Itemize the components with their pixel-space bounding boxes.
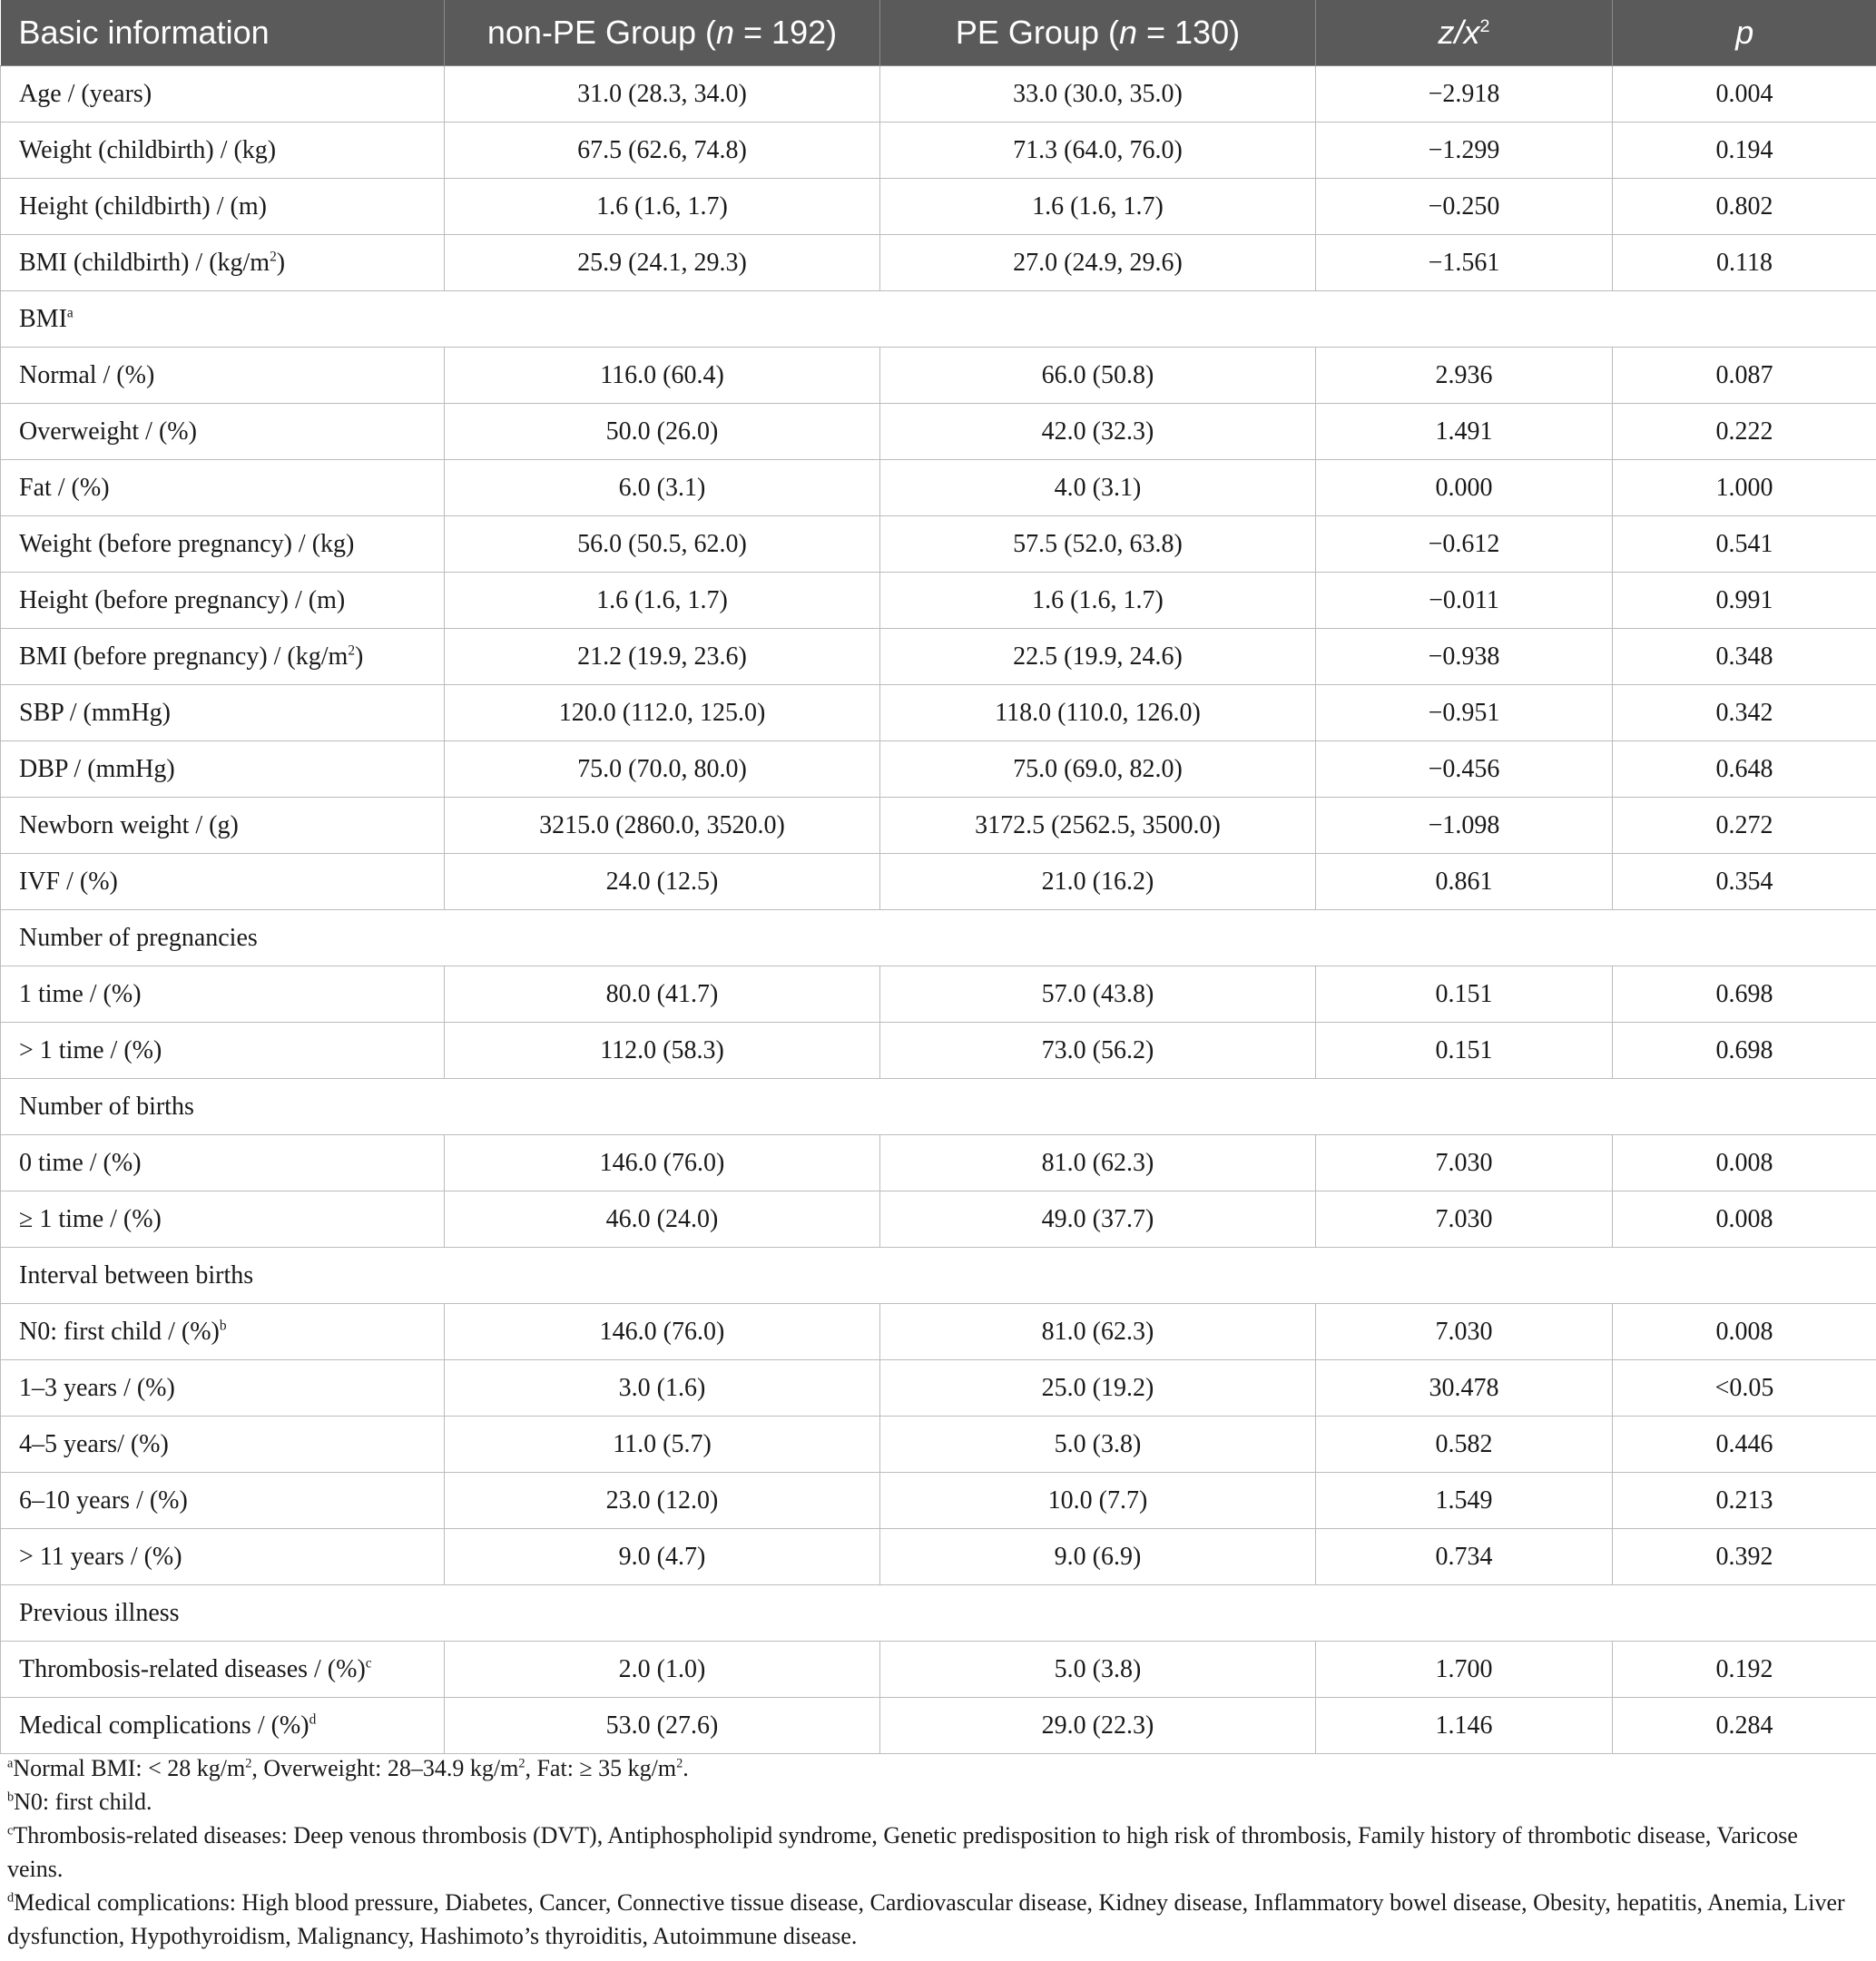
- row-label: Fat / (%): [1, 460, 445, 516]
- pe-value: 1.6 (1.6, 1.7): [880, 179, 1316, 235]
- statistic-value: −0.938: [1316, 629, 1613, 685]
- statistic-value: 0.151: [1316, 966, 1613, 1023]
- statistic-value: −0.011: [1316, 573, 1613, 629]
- non-pe-value: 146.0 (76.0): [445, 1304, 880, 1360]
- pe-value: 42.0 (32.3): [880, 404, 1316, 460]
- pe-value: 33.0 (30.0, 35.0): [880, 66, 1316, 123]
- row-label: [1, 1304, 445, 1360]
- header-non-pe-group: non-PE Group (n = 192): [445, 0, 880, 66]
- label-text: Medical complications / (%): [19, 1711, 309, 1740]
- row-label: IVF / (%): [1, 854, 445, 910]
- footnotes: [7, 1751, 1859, 1953]
- non-pe-value: 50.0 (26.0): [445, 404, 880, 460]
- row-label: SBP / (mmHg): [1, 685, 445, 741]
- row-label: [1, 629, 445, 685]
- table-row: [1, 1135, 1876, 1191]
- label-text: BMI (childbirth) / (kg/m: [19, 248, 270, 277]
- pe-value: 66.0 (50.8): [880, 348, 1316, 404]
- p-value: 0.272: [1613, 798, 1876, 854]
- table-row: [1, 1698, 1876, 1754]
- table-row: [1, 1529, 1876, 1585]
- non-pe-value: 3215.0 (2860.0, 3520.0): [445, 798, 880, 854]
- statistic-value: 0.000: [1316, 460, 1613, 516]
- footnote-text: N0: first child.: [14, 1789, 152, 1815]
- statistic-value: −2.918: [1316, 66, 1613, 123]
- table-row: [1, 66, 1876, 123]
- pe-value: 21.0 (16.2): [880, 854, 1316, 910]
- section-label: Number of births: [1, 1079, 1876, 1135]
- pe-value: 71.3 (64.0, 76.0): [880, 123, 1316, 179]
- table-row: [1, 1191, 1876, 1248]
- p-value: 0.392: [1613, 1529, 1876, 1585]
- non-pe-value: 21.2 (19.9, 23.6): [445, 629, 880, 685]
- pe-value: 81.0 (62.3): [880, 1135, 1316, 1191]
- row-label: ≥ 1 time / (%): [1, 1191, 445, 1248]
- p-value: 0.008: [1613, 1135, 1876, 1191]
- statistic-value: 7.030: [1316, 1135, 1613, 1191]
- pe-value: 4.0 (3.1): [880, 460, 1316, 516]
- label-text: N0: first child / (%): [19, 1317, 220, 1346]
- section-label: [1, 291, 1876, 348]
- row-label: 1–3 years / (%): [1, 1360, 445, 1417]
- header-p-value: p: [1613, 0, 1876, 66]
- superscript: 2: [518, 1756, 525, 1771]
- non-pe-value: 120.0 (112.0, 125.0): [445, 685, 880, 741]
- statistic-value: 2.936: [1316, 348, 1613, 404]
- statistic-value: 7.030: [1316, 1191, 1613, 1248]
- pe-value: 57.0 (43.8): [880, 966, 1316, 1023]
- p-value: 0.698: [1613, 966, 1876, 1023]
- table-row: [1, 629, 1876, 685]
- table-row: [1, 235, 1876, 291]
- header-basic-information: Basic information: [1, 0, 445, 66]
- superscript: 2: [676, 1756, 683, 1771]
- footnote-mark: a: [66, 305, 74, 321]
- footnote-a: [7, 1751, 1859, 1785]
- p-value: 0.213: [1613, 1473, 1876, 1529]
- pe-value: 81.0 (62.3): [880, 1304, 1316, 1360]
- non-pe-value: 112.0 (58.3): [445, 1023, 880, 1079]
- p-value: 0.802: [1613, 179, 1876, 235]
- pe-value: 25.0 (19.2): [880, 1360, 1316, 1417]
- p-value: <0.05: [1613, 1360, 1876, 1417]
- non-pe-value: 75.0 (70.0, 80.0): [445, 741, 880, 798]
- non-pe-value: 1.6 (1.6, 1.7): [445, 573, 880, 629]
- non-pe-value: 2.0 (1.0): [445, 1642, 880, 1698]
- statistic-value: 1.700: [1316, 1642, 1613, 1698]
- pe-value: 10.0 (7.7): [880, 1473, 1316, 1529]
- pe-value: 118.0 (110.0, 126.0): [880, 685, 1316, 741]
- p-value: 0.541: [1613, 516, 1876, 573]
- pe-value: 57.5 (52.0, 63.8): [880, 516, 1316, 573]
- non-pe-value: 9.0 (4.7): [445, 1529, 880, 1585]
- label-superscript: 2: [270, 249, 277, 265]
- label-superscript: d: [309, 1711, 317, 1728]
- footnote-mark: a: [7, 1756, 14, 1771]
- footnote-text: , Fat: ≥ 35 kg/m: [525, 1755, 677, 1781]
- table-row: [1, 516, 1876, 573]
- p-value: 0.004: [1613, 66, 1876, 123]
- footnote-text: .: [683, 1755, 689, 1781]
- table-row: [1, 798, 1876, 854]
- table-row: [1, 854, 1876, 910]
- footnote-text: Normal BMI: < 28 kg/m: [13, 1755, 246, 1781]
- table-row: [1, 1360, 1876, 1417]
- non-pe-value: 67.5 (62.6, 74.8): [445, 123, 880, 179]
- label-text: Thrombosis-related diseases / (%): [19, 1654, 366, 1683]
- non-pe-value: 25.9 (24.1, 29.3): [445, 235, 880, 291]
- statistic-value: −0.951: [1316, 685, 1613, 741]
- row-label: 6–10 years / (%): [1, 1473, 445, 1529]
- row-label: [1, 235, 445, 291]
- p-value: 0.008: [1613, 1191, 1876, 1248]
- section-row: [1, 1248, 1876, 1304]
- table-row: [1, 1304, 1876, 1360]
- p-value: 0.648: [1613, 741, 1876, 798]
- statistic-value: −0.456: [1316, 741, 1613, 798]
- row-label: DBP / (mmHg): [1, 741, 445, 798]
- pe-value: 1.6 (1.6, 1.7): [880, 573, 1316, 629]
- statistic-value: 30.478: [1316, 1360, 1613, 1417]
- p-value: 0.087: [1613, 348, 1876, 404]
- pe-value: 22.5 (19.9, 24.6): [880, 629, 1316, 685]
- table-body: [1, 66, 1876, 1754]
- statistic-value: 0.151: [1316, 1023, 1613, 1079]
- non-pe-value: 6.0 (3.1): [445, 460, 880, 516]
- table-row: [1, 1023, 1876, 1079]
- section-text: BMI: [19, 304, 67, 333]
- non-pe-value: 116.0 (60.4): [445, 348, 880, 404]
- pe-value: 27.0 (24.9, 29.6): [880, 235, 1316, 291]
- non-pe-value: 11.0 (5.7): [445, 1417, 880, 1473]
- p-value: 0.194: [1613, 123, 1876, 179]
- p-value: 1.000: [1613, 460, 1876, 516]
- section-row: [1, 910, 1876, 966]
- row-label: > 11 years / (%): [1, 1529, 445, 1585]
- header-statistic: $z/x^2$: [1316, 0, 1613, 66]
- non-pe-value: 31.0 (28.3, 34.0): [445, 66, 880, 123]
- non-pe-value: 46.0 (24.0): [445, 1191, 880, 1248]
- row-label: 1 time / (%): [1, 966, 445, 1023]
- non-pe-value: 24.0 (12.5): [445, 854, 880, 910]
- table-row: [1, 1473, 1876, 1529]
- p-value: 0.008: [1613, 1304, 1876, 1360]
- footnote-d: [7, 1886, 1859, 1953]
- footnote-text: Medical complications: High blood pressure, Diabetes, Cancer, Connective tissue disease, Cardiovascular disease, Kidney disease, Inflammatory bowel disease, Obesity, hepatitis, Anemia, Liver dysfunction, Hypothyroidism, Malignancy, Hashimoto’s thyroiditis, Autoimmune disease.: [7, 1889, 1845, 1949]
- statistic-value: 7.030: [1316, 1304, 1613, 1360]
- non-pe-value: 1.6 (1.6, 1.7): [445, 179, 880, 235]
- p-value: 0.222: [1613, 404, 1876, 460]
- row-label: Overweight / (%): [1, 404, 445, 460]
- row-label: Height (before pregnancy) / (m): [1, 573, 445, 629]
- table-row: [1, 348, 1876, 404]
- table-row: [1, 573, 1876, 629]
- table-row: [1, 685, 1876, 741]
- superscript: 2: [245, 1756, 252, 1771]
- p-value: 0.342: [1613, 685, 1876, 741]
- row-label: Weight (childbirth) / (kg): [1, 123, 445, 179]
- label-text: BMI (before pregnancy) / (kg/m: [19, 642, 349, 671]
- label-superscript: b: [219, 1318, 227, 1334]
- footnote-text: , Overweight: 28–34.9 kg/m: [251, 1755, 519, 1781]
- table-row: [1, 404, 1876, 460]
- row-label: 4–5 years/ (%): [1, 1417, 445, 1473]
- p-value: 0.348: [1613, 629, 1876, 685]
- statistic-value: 1.146: [1316, 1698, 1613, 1754]
- pe-value: 5.0 (3.8): [880, 1417, 1316, 1473]
- row-label: Age / (years): [1, 66, 445, 123]
- table-row: [1, 123, 1876, 179]
- row-label: > 1 time / (%): [1, 1023, 445, 1079]
- statistic-value: 0.861: [1316, 854, 1613, 910]
- header-row: [1, 0, 1876, 66]
- table-row: [1, 1417, 1876, 1473]
- section-label: Previous illness: [1, 1585, 1876, 1642]
- non-pe-value: 146.0 (76.0): [445, 1135, 880, 1191]
- p-value: 0.698: [1613, 1023, 1876, 1079]
- pe-value: 29.0 (22.3): [880, 1698, 1316, 1754]
- label-suffix: ): [276, 248, 286, 277]
- non-pe-value: 23.0 (12.0): [445, 1473, 880, 1529]
- statistic-value: 1.491: [1316, 404, 1613, 460]
- table-row: [1, 460, 1876, 516]
- section-row: [1, 1079, 1876, 1135]
- statistic-value: −1.561: [1316, 235, 1613, 291]
- footnote-b: [7, 1785, 1859, 1819]
- table-row: [1, 1642, 1876, 1698]
- row-label: [1, 1698, 445, 1754]
- p-value: 0.354: [1613, 854, 1876, 910]
- row-label: Newborn weight / (g): [1, 798, 445, 854]
- pe-value: 75.0 (69.0, 82.0): [880, 741, 1316, 798]
- statistic-value: 0.582: [1316, 1417, 1613, 1473]
- table-row: [1, 741, 1876, 798]
- footnote-mark: b: [7, 1789, 15, 1805]
- row-label: Normal / (%): [1, 348, 445, 404]
- non-pe-value: 80.0 (41.7): [445, 966, 880, 1023]
- footnote-mark: c: [7, 1823, 14, 1838]
- footnote-mark: d: [7, 1890, 15, 1906]
- footnote-text: Thrombosis-related diseases: Deep venous thrombosis (DVT), Antiphospholipid syndrome, Genetic predisposition to high risk of thrombosis, Family history of thrombotic disease, Varicose veins.: [7, 1822, 1798, 1882]
- row-label: Weight (before pregnancy) / (kg): [1, 516, 445, 573]
- row-label: Height (childbirth) / (m): [1, 179, 445, 235]
- row-label: 0 time / (%): [1, 1135, 445, 1191]
- section-row: [1, 291, 1876, 348]
- p-value: 0.192: [1613, 1642, 1876, 1698]
- pe-value: 9.0 (6.9): [880, 1529, 1316, 1585]
- pe-value: 49.0 (37.7): [880, 1191, 1316, 1248]
- statistic-value: 1.549: [1316, 1473, 1613, 1529]
- statistic-value: −1.299: [1316, 123, 1613, 179]
- label-superscript: c: [365, 1655, 372, 1672]
- label-superscript: 2: [348, 642, 356, 659]
- p-value: 0.118: [1613, 235, 1876, 291]
- section-label: Interval between births: [1, 1248, 1876, 1304]
- statistic-value: 0.734: [1316, 1529, 1613, 1585]
- header-pe-group: PE Group (n = 130): [880, 0, 1316, 66]
- statistic-value: −0.250: [1316, 179, 1613, 235]
- table-row: [1, 179, 1876, 235]
- p-value: 0.991: [1613, 573, 1876, 629]
- p-value: 0.446: [1613, 1417, 1876, 1473]
- row-label: [1, 1642, 445, 1698]
- pe-value: 5.0 (3.8): [880, 1642, 1316, 1698]
- pe-value: 73.0 (56.2): [880, 1023, 1316, 1079]
- footnote-c: [7, 1819, 1859, 1886]
- section-row: [1, 1585, 1876, 1642]
- section-label: Number of pregnancies: [1, 910, 1876, 966]
- non-pe-value: 56.0 (50.5, 62.0): [445, 516, 880, 573]
- p-value: 0.284: [1613, 1698, 1876, 1754]
- table-row: [1, 966, 1876, 1023]
- pe-value: 3172.5 (2562.5, 3500.0): [880, 798, 1316, 854]
- label-suffix: ): [355, 642, 364, 671]
- statistic-value: −1.098: [1316, 798, 1613, 854]
- non-pe-value: 53.0 (27.6): [445, 1698, 880, 1754]
- statistic-value: −0.612: [1316, 516, 1613, 573]
- non-pe-value: 3.0 (1.6): [445, 1360, 880, 1417]
